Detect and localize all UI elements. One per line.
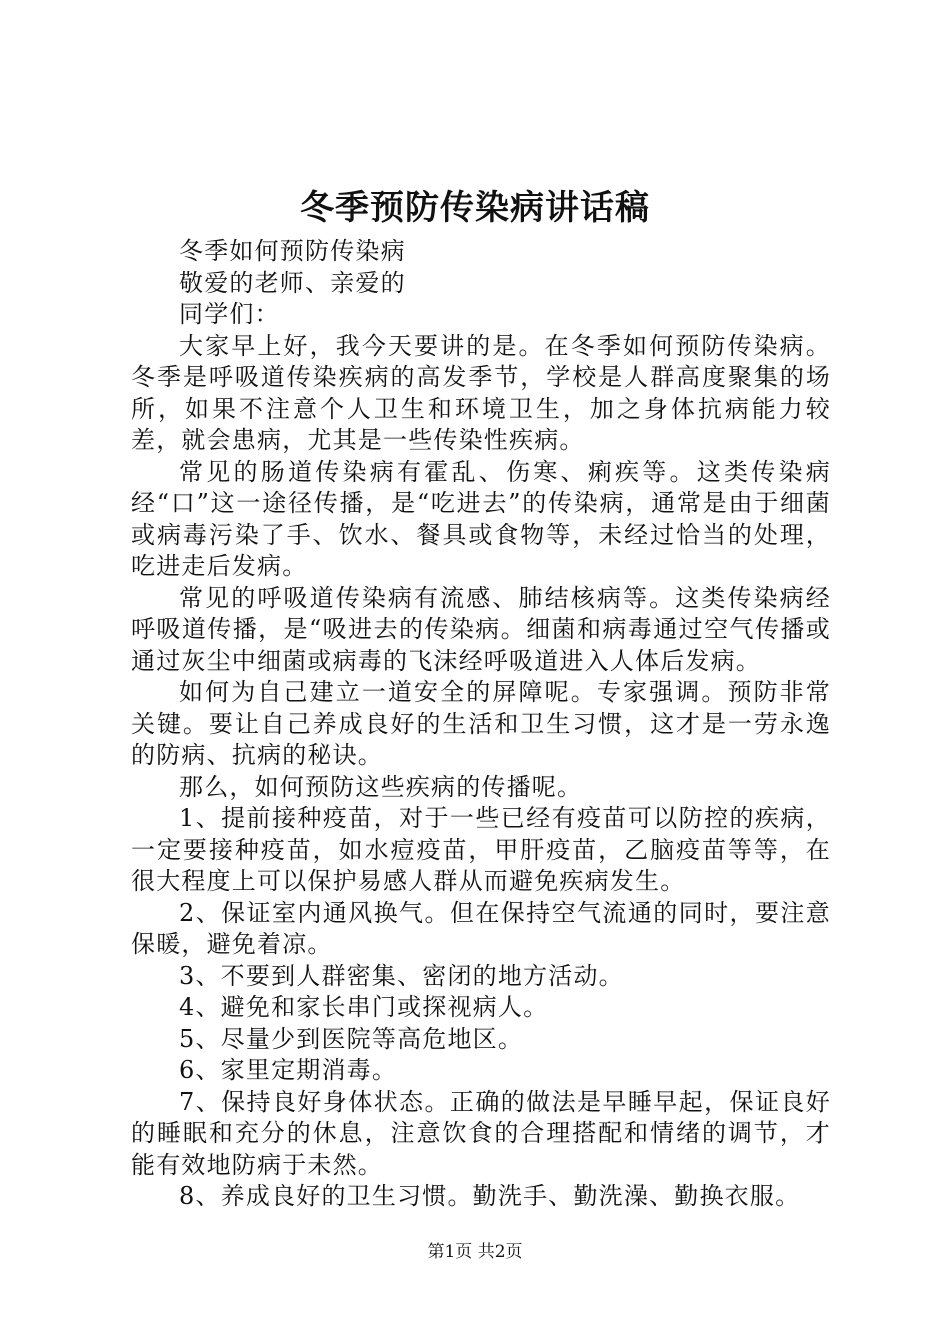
paragraph: 那么，如何预防这些疾病的传播呢。 (179, 772, 583, 801)
paragraph: 常见的肠道传染病有霍乱、伤寒、痢疾等。这类传染病经“口”这一途径传播，是“吃进去”的传染病，通常是由于细菌或病毒污染了手、饮水、餐具或食物等，未经过恰当的处理，吃进走后发病。 (131, 457, 831, 580)
document-title: 冬季预防传染病讲话稿 (300, 188, 650, 228)
list-item: 8、养成良好的卫生习惯。勤洗手、勤洗澡、勤换衣服。 (179, 1182, 801, 1210)
paragraph: 冬季如何预防传染病 (179, 237, 406, 265)
paragraph: 敬爱的老师、亲爱的 (179, 268, 406, 297)
paragraph: 大家早上好，我今天要讲的是。在冬季如何预防传染病。冬季是呼吸道传染疾病的高发季节，学校是人群高度聚集的场所，如果不注意个人卫生和环境卫生，加之身体抗病能力较差，就会患病，尤其是一些传染性疾病。 (131, 331, 831, 454)
list-item: 3、不要到人群密集、密闭的地方活动。 (179, 961, 624, 990)
list-item: 5、尽量少到医院等高危地区。 (179, 1024, 524, 1053)
page-number-footer: 第1页 共2页 (427, 1242, 523, 1262)
list-item: 6、家里定期消毒。 (179, 1056, 398, 1084)
document-body (131, 236, 831, 1213)
list-item: 2、保证室内通风换气。但在保持空气流通的同时，要注意保暖，避免着凉。 (131, 898, 831, 958)
paragraph: 常见的呼吸道传染病有流感、肺结核病等。这类传染病经呼吸道传播，是“吸进去的传染病。细菌和病毒通过空气传播或通过灰尘中细菌或病毒的飞沫经呼吸道进入人体后发病。 (131, 583, 831, 675)
list-item: 7、保持良好身体状态。正确的做法是早睡早起，保证良好的睡眠和充分的休息，注意饮食的合理搭配和情绪的调节，才能有效地防病于未然。 (131, 1087, 831, 1179)
list-item: 1、提前接种疫苗，对于一些已经有疫苗可以防控的疾病，一定要接种疫苗，如水痘疫苗，甲肝疫苗，乙脑疫苗等等，在很大程度上可以保护易感人群从而避免疾病发生。 (131, 804, 831, 895)
paragraph: 如何为自己建立一道安全的屏障呢。专家强调。预防非常关键。要让自己养成良好的生活和卫生习惯，这才是一劳永逸的防病、抗病的秘诀。 (131, 678, 831, 769)
list-item: 4、避免和家长串门或探视病人。 (179, 993, 549, 1021)
paragraph: 同学们： (179, 300, 280, 328)
